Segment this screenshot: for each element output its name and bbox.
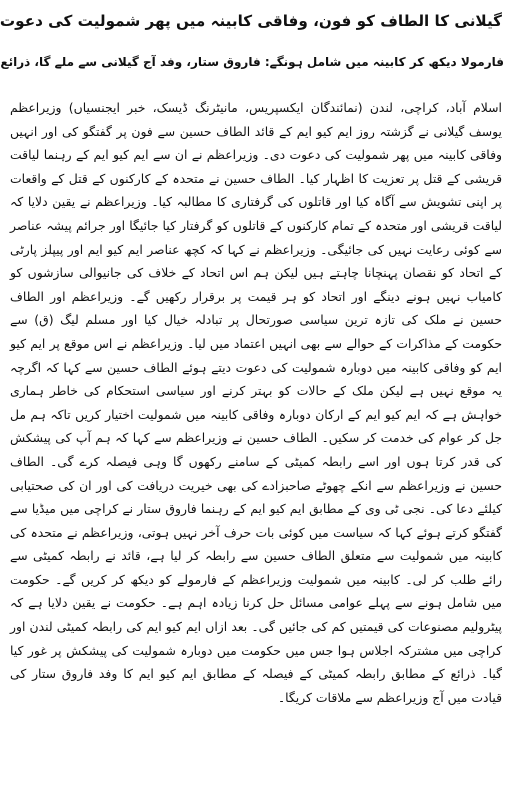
article-body [10,96,502,709]
subheadline: فارمولا دیکھ کر کابینہ میں شامل ہونگے: فاروق ستار، وفد آج گیلانی سے ملے گا، ذرائع [0,55,504,69]
article-paragraph: اسلام آباد، کراچی، لندن (نمائندگان ایکسپریس، مانیٹرنگ ڈیسک، خبر ایجنسیاں) وزیراعظم یوسف گیلانی نے گزشتہ روز ایم کیو ایم کے قائد الطاف حسین سے فون پر گفتگو کی اور انہیں وفاقی کابینہ میں پھر شمولیت کی دعوت دی۔ وزیراعظم نے ان سے ایم کیو ایم کے رہنما لیاقت قریشی کے قتل پر تعزیت کا اظہار کیا۔ الطاف حسین نے متحدہ کے کارکنوں کے قتل کے واقعات پر اپنی تشویش سے آگاہ کیا اور قاتلوں کی گرفتاری کا مطالبہ کیا۔ وزیراعظم نے یقین دلایا کہ لیاقت قریشی اور متحدہ کے تمام کارکنوں کے قاتلوں کو گرفتار کیا جائیگا اور جرائم پیشہ عناصر سے کوئی رعایت نہیں کی جائیگی۔ وزیراعظم نے کہا کہ کچھ عناصر ایم کیو ایم اور پیپلز پارٹی کے اتحاد کو نقصان پہنچانا چاہتے ہیں لیکن ہم اس اتحاد کے خلاف کی جانیوالی سازشوں کو کامیاب نہیں ہونے دینگے اور اتحاد کو ہر قیمت پر برقرار رکھیں گے۔ وزیراعظم اور الطاف حسین نے ملک کی تازہ ترین سیاسی صورتحال پر تبادلہ خیال کیا اور مسلم لیگ (ق) سے حکومت کے مذاکرات کے حوالے سے بھی انہیں اعتماد میں لیا۔ وزیراعظم نے اس موقع پر ایم کیو ایم کو وفاقی کابینہ میں دوبارہ شمولیت کی دعوت دیتے ہوئے الطاف حسین سے کہا کہ اگرچہ یہ موقع نہیں ہے لیکن ملک کے حالات کو بہتر کرنے اور سیاسی استحکام کی خاطر ہماری خواہش ہے کہ ایم کیو ایم کے ارکان دوبارہ وفاقی کابینہ میں شمولیت اختیار کریں تاکہ ہم مل جل کر عوام کی خدمت کر سکیں۔ الطاف حسین نے وزیراعظم سے کہا کہ ہم آپ کی پیشکش کی قدر کرتا ہوں اور اسے رابطہ کمیٹی کے سامنے رکھوں گا وہی فیصلہ کرے گی۔ الطاف حسین نے وزیراعظم سے انکے چھوٹے صاحبزادے کی بھی خیریت دریافت کی اور ان کی صحتیابی کیلئے دعا کی۔ نجی ٹی وی کے مطابق ایم کیو ایم کے رہنما فاروق ستار نے کراچی میں میڈیا سے گفتگو کرتے ہوئے کہا کہ سیاست میں کوئی بات حرف آخر نہیں ہوتی، وزیراعظم نے متحدہ کی کابینہ میں شمولیت سے متعلق الطاف حسین سے رابطہ کر لیا ہے، قائد نے رابطہ کمیٹی سے رائے طلب کر لی۔ کابینہ میں شمولیت وزیراعظم کے فارمولے کو دیکھ کر کریں گے۔ حکومت میں شامل ہونے سے پہلے عوامی مسائل حل کرنا زیادہ اہم ہے۔ حکومت نے یقین دلایا ہے کہ پیٹرولیم مصنوعات کی قیمتیں کم کی جائیں گی۔ بعد ازاں ایم کیو ایم کی رابطہ کمیٹی لندن اور کراچی میں مشترکہ اجلاس ہوا جس میں حکومت میں دوبارہ شمولیت کی پیشکش پر غور کیا گیا۔ ذرائع کے مطابق رابطہ کمیٹی کے فیصلہ کے مطابق ایم کیو ایم کا وفد فاروق ستار کی قیادت میں آج وزیراعظم سے ملاقات کریگا۔ [10,100,502,705]
headline: گیلانی کا الطاف کو فون، وفاقی کابینہ میں پھر شمولیت کی دعوت [0,12,502,30]
